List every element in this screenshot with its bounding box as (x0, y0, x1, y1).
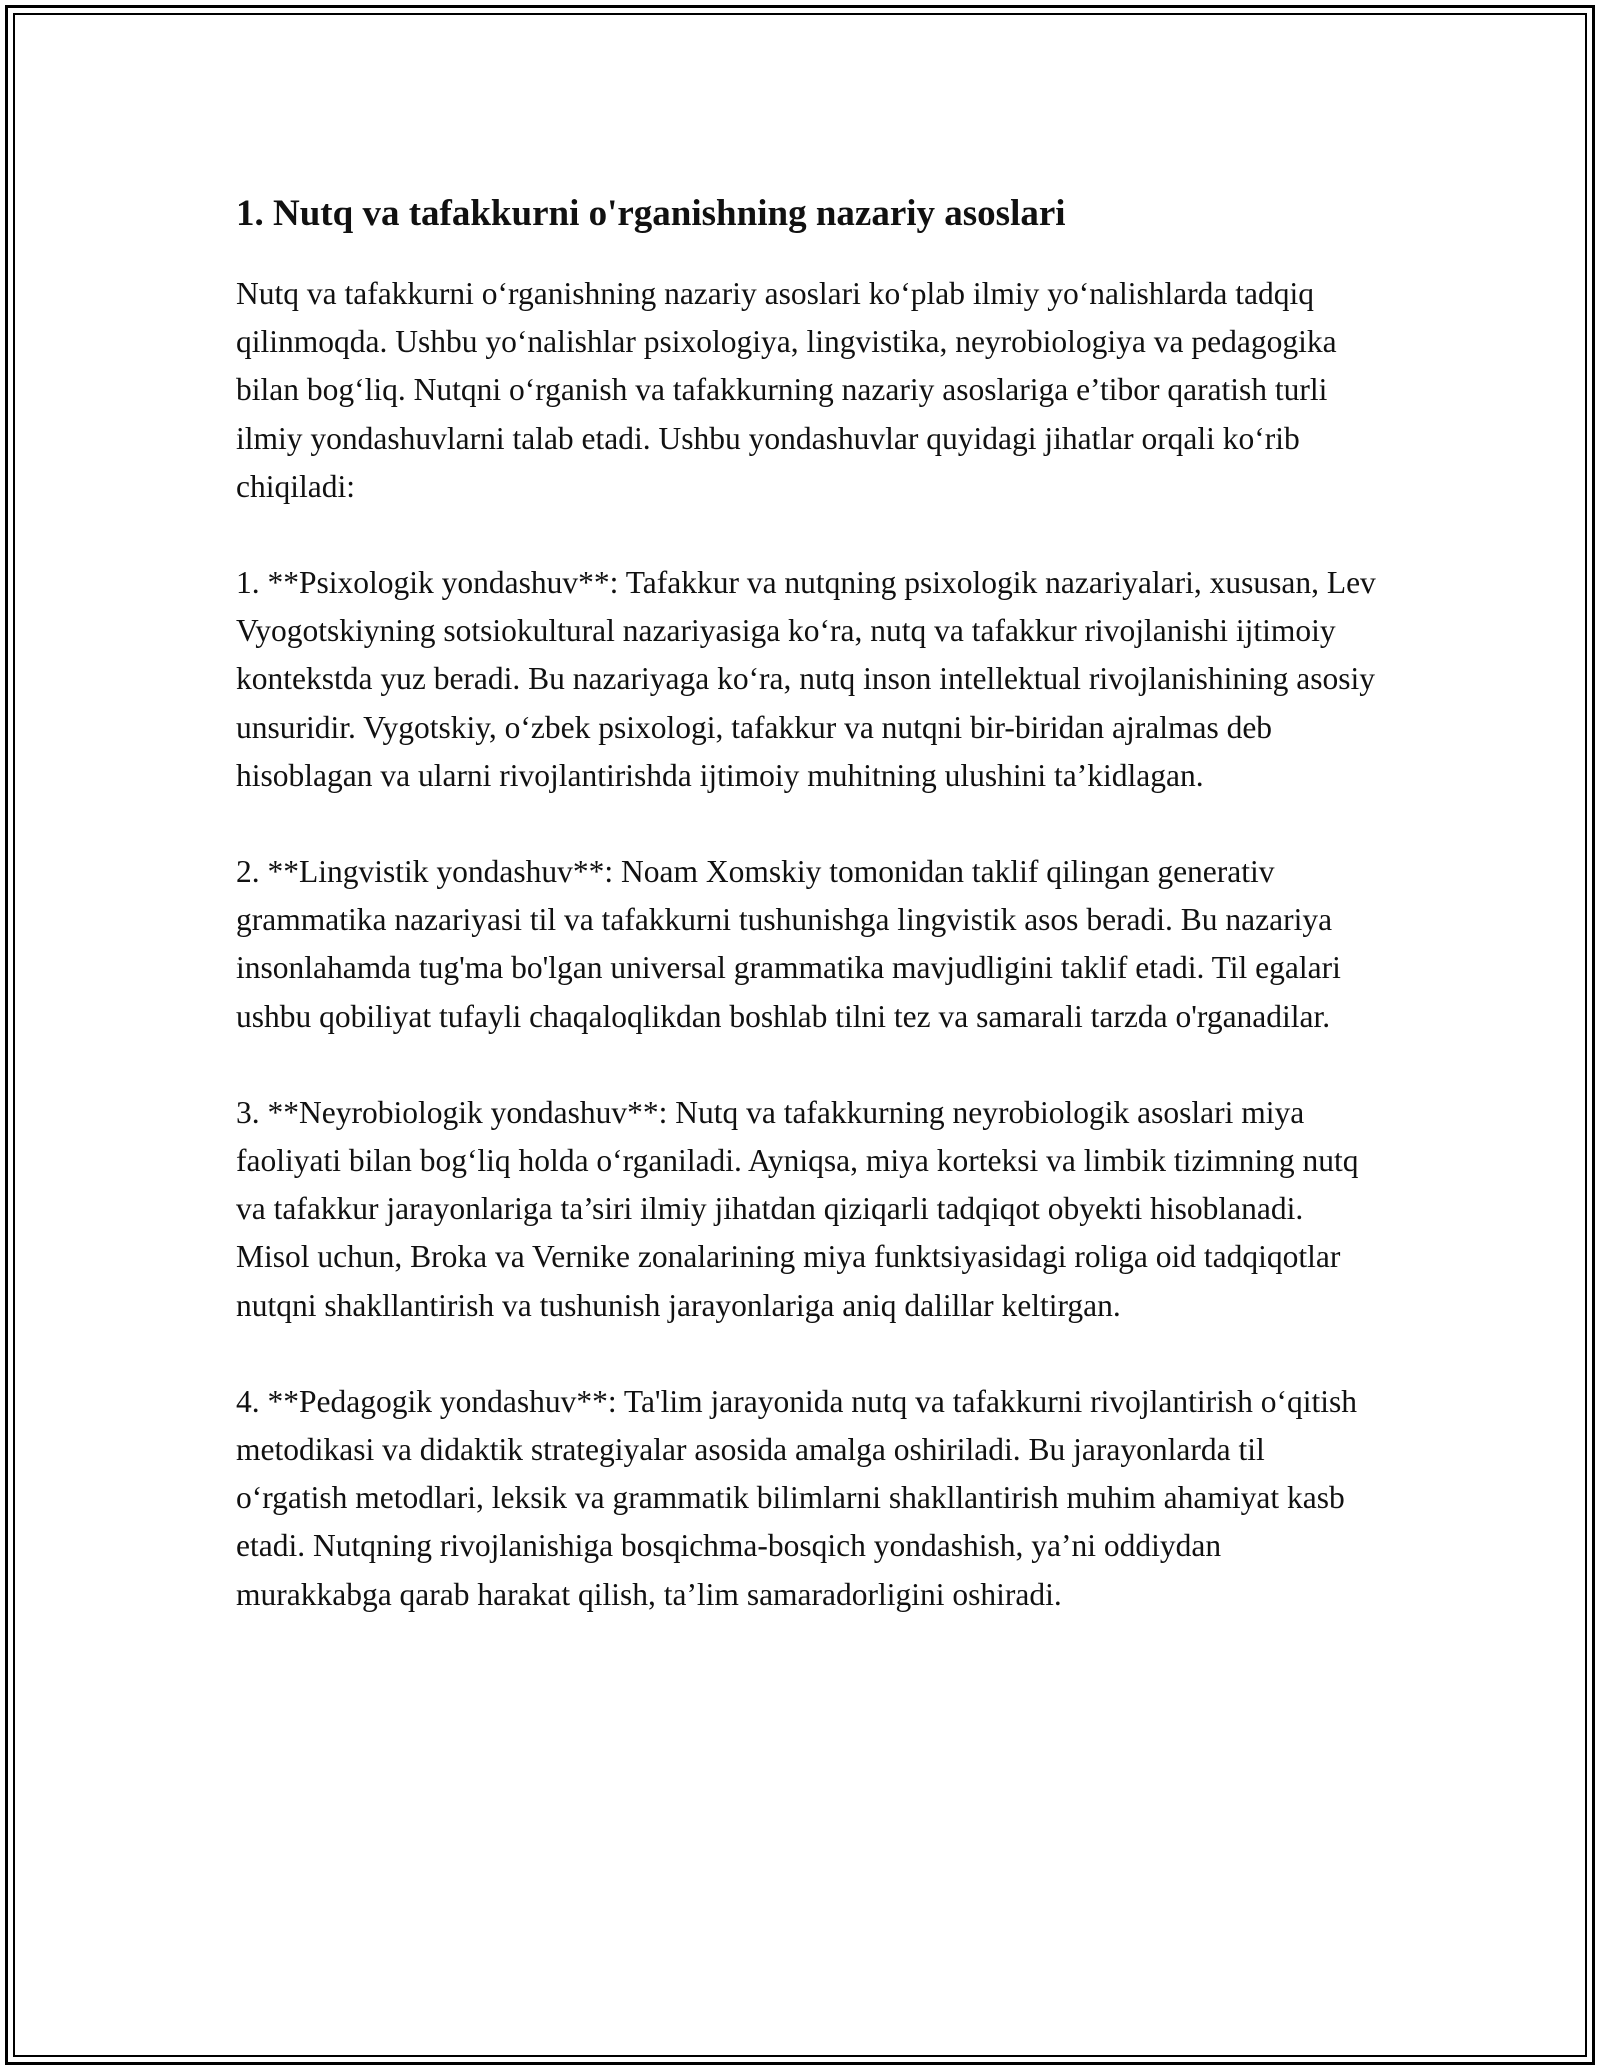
linguistic-approach-paragraph: 2. **Lingvistik yondashuv**: Noam Xomskiy tomonidan taklif qilingan generativ grammatika nazariyasi til va tafakkurni tushunishga lingvistik asos beradi. Bu nazariya insonlahamda tug'ma bo'lgan universal grammatika mavjudligini taklif etadi. Til egalari ushbu qobiliyat tufayli chaqaloqlikdan boshlab tilni tez va samarali tarzda o'rganadilar. (236, 854, 1341, 1034)
document-body (236, 188, 1376, 1667)
neurobiological-approach-paragraph: 3. **Neyrobiologik yondashuv**: Nutq va tafakkurning neyrobiologik asoslari miya faoliyati bilan bog‘liq holda o‘rganiladi. Ayniqsa, miya korteksi va limbik tizimning nutq va tafakkur jarayonlariga ta’siri ilmiy jihatdan qiziqarli tadqiqot obyekti hisoblanadi. Misol uchun, Broka va Vernike zonalarining miya funktsiyasidagi roliga oid tadqiqotlar nutqni shakllantirish va tushunish jarayonlariga aniq dalillar keltirgan. (236, 1094, 1359, 1323)
psychological-approach-paragraph: 1. **Psixologik yondashuv**: Tafakkur va nutqning psixologik nazariyalari, xususan, Lev Vyogotskiyning sotsiokultural nazariyasiga ko‘ra, nutq va tafakkur rivojlanishi ijtimoiy kontekstda yuz beradi. Bu nazariyaga ko‘ra, nutq inson intellektual rivojlanishining asosiy unsuridir. Vygotskiy, o‘zbek psixologi, tafakkur va nutqni bir-biridan ajralmas deb hisoblagan va ularni rivojlantirishda ijtimoiy muhitning ulushini ta’kidlagan. (236, 565, 1376, 793)
intro-paragraph: Nutq va tafakkurni o‘rganishning nazariy asoslari ko‘plab ilmiy yo‘nalishlarda tadqiq qilinmoqda. Ushbu yo‘nalishlar psixologiya, lingvistika, neyrobiologiya va pedagogika bilan bog‘liq. Nutqni o‘rganish va tafakkurning nazariy asoslariga e’tibor qaratish turli ilmiy yondashuvlarni talab etadi. Ushbu yondashuvlar quyidagi jihatlar orqali ko‘rib chiqiladi: (236, 276, 1337, 504)
section-heading: 1. Nutq va tafakkurni o'rganishning nazariy asoslari (236, 193, 1066, 234)
pedagogical-approach-paragraph: 4. **Pedagogik yondashuv**: Ta'lim jarayonida nutq va tafakkurni rivojlantirish o‘qitish metodikasi va didaktik strategiyalar asosida amalga oshiriladi. Bu jarayonlarda til o‘rgatish metodlari, leksik va grammatik bilimlarni shakllantirish muhim ahamiyat kasb etadi. Nutqning rivojlanishiga bosqichma-bosqich yondashish, ya’ni oddiydan murakkabga qarab harakat qilish, ta’lim samaradorligini oshiradi. (236, 1383, 1357, 1612)
